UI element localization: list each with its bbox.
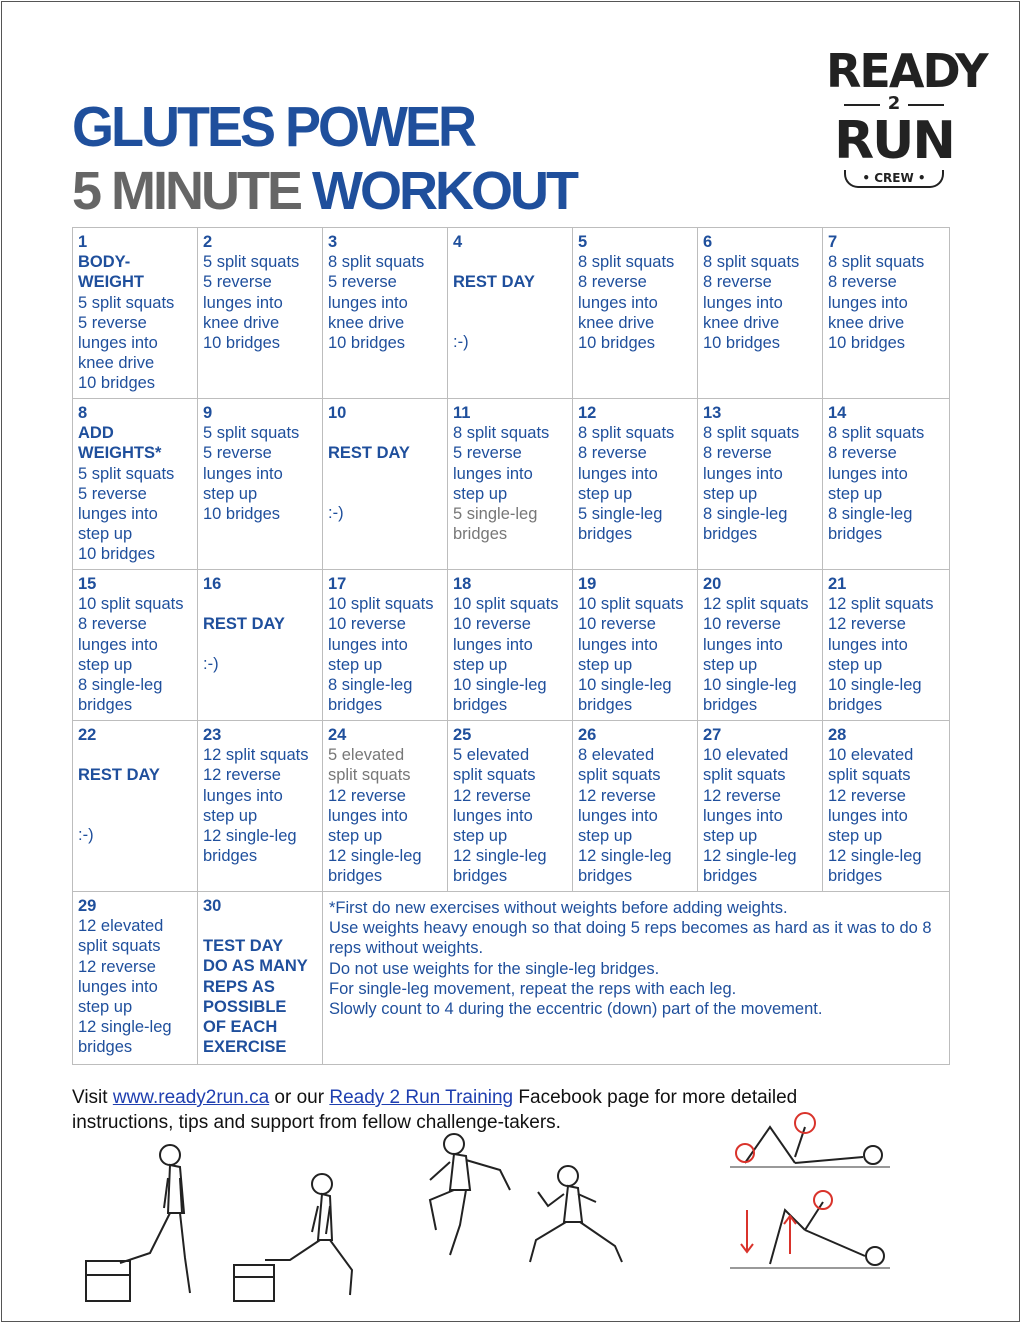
test-day-label: POSSIBLE — [203, 997, 287, 1016]
exercise-line: 12 single-leg — [703, 847, 797, 866]
test-day-label: DO AS MANY — [203, 957, 308, 976]
exercise-line: step up — [578, 655, 633, 674]
visit-prefix: Visit — [72, 1087, 113, 1108]
exercise-line: 8 reverse — [828, 273, 897, 292]
day-number: 7 — [828, 233, 838, 251]
exercise-line: 10 single-leg — [828, 676, 922, 695]
exercise-line: step up — [453, 655, 508, 674]
exercise-line: step up — [328, 827, 383, 846]
day-number: 14 — [828, 404, 847, 422]
day-number: 26 — [578, 726, 597, 744]
day-number: 23 — [203, 726, 222, 744]
split-squat-start-illustration — [80, 1133, 220, 1313]
exercise-line: split squats — [328, 766, 411, 785]
exercise-line: 5 split squats — [203, 253, 300, 272]
day-cell — [823, 399, 950, 570]
reverse-lunge-illustration — [520, 1162, 630, 1272]
day-number: 12 — [578, 404, 597, 422]
exercise-line: 10 single-leg — [453, 676, 547, 695]
exercise-line: lunges into — [578, 464, 658, 483]
exercise-line: 12 single-leg — [578, 847, 672, 866]
notes-cell — [323, 892, 950, 1065]
exercise-line: 5 reverse — [203, 444, 272, 463]
day-cell — [73, 570, 198, 721]
exercise-line: 10 bridges — [703, 334, 781, 353]
exercise-line: 5 single-leg — [453, 505, 538, 524]
exercise-line: 8 split squats — [578, 253, 675, 272]
title-line-2b: WORKOUT — [312, 161, 576, 221]
exercise-line: lunges into — [453, 806, 533, 825]
exercise-line: 5 elevated — [328, 746, 405, 765]
exercise-line: bridges — [78, 1038, 133, 1057]
exercise-line: 10 bridges — [328, 334, 406, 353]
split-squat-low-illustration — [230, 1170, 370, 1315]
exercise-line: step up — [828, 484, 883, 503]
exercise-line: knee drive — [578, 313, 655, 332]
exercise-line: 5 reverse — [453, 444, 522, 463]
day-number: 2 — [203, 233, 213, 251]
exercise-line: 8 split squats — [328, 253, 425, 272]
smiley: :-) — [453, 333, 469, 352]
exercise-line: lunges into — [78, 505, 158, 524]
exercise-line: lunges into — [578, 806, 658, 825]
exercise-line: lunges into — [828, 806, 908, 825]
day-cell — [198, 570, 323, 721]
day-number: 21 — [828, 575, 847, 593]
day-number: 8 — [78, 404, 88, 422]
exercise-line: 10 bridges — [78, 545, 156, 564]
phase-label: WEIGHTS* — [78, 444, 162, 463]
logo-crew: • CREW • — [844, 170, 944, 188]
exercise-line: 10 reverse — [328, 615, 406, 634]
exercise-line: 10 bridges — [203, 505, 281, 524]
day-number: 19 — [578, 575, 597, 593]
note-line: Slowly count to 4 during the eccentric (down) part of the movement. — [329, 1000, 823, 1019]
rest-day-label: REST DAY — [203, 615, 285, 634]
day-cell — [573, 721, 698, 892]
exercise-line: 12 reverse — [203, 766, 281, 785]
exercise-line: 10 elevated — [828, 746, 914, 765]
phase-label: BODY- — [78, 253, 131, 272]
title-line-2a: 5 MINUTE — [72, 161, 301, 221]
day-cell — [448, 570, 573, 721]
exercise-line: 8 single-leg — [328, 676, 413, 695]
exercise-line: step up — [203, 806, 258, 825]
day-number: 20 — [703, 575, 722, 593]
day-cell — [198, 228, 323, 399]
exercise-line: 5 reverse — [203, 273, 272, 292]
smiley: :-) — [203, 655, 219, 674]
day-cell — [323, 570, 448, 721]
smiley: :-) — [78, 826, 94, 845]
day-cell — [323, 399, 448, 570]
exercise-line: 12 single-leg — [828, 847, 922, 866]
exercise-line: split squats — [828, 766, 911, 785]
exercise-line: bridges — [453, 696, 508, 715]
day-number: 1 — [78, 233, 88, 251]
exercise-line: bridges — [328, 867, 383, 886]
exercise-line: 12 single-leg — [328, 847, 422, 866]
exercise-line: 5 reverse — [78, 313, 147, 332]
exercise-line: 12 reverse — [828, 786, 906, 805]
test-day-label: REPS AS — [203, 977, 275, 996]
day-number: 3 — [328, 233, 338, 251]
exercise-line: 5 reverse — [78, 484, 147, 503]
visit-or: or our — [269, 1087, 330, 1108]
exercise-line: step up — [828, 827, 883, 846]
exercise-line: 10 single-leg — [578, 676, 672, 695]
exercise-line: 5 split squats — [78, 464, 175, 483]
day-cell — [448, 721, 573, 892]
day-number: 22 — [78, 726, 97, 744]
exercise-line: 12 elevated — [78, 917, 164, 936]
title-line-2 — [72, 161, 576, 221]
exercise-line: knee drive — [203, 313, 280, 332]
day-cell — [823, 721, 950, 892]
exercise-line: bridges — [453, 867, 508, 886]
bridge-start-illustration — [725, 1105, 895, 1175]
day-cell — [73, 399, 198, 570]
exercise-line: split squats — [703, 766, 786, 785]
exercise-line: 10 split squats — [578, 595, 684, 614]
exercise-line: 5 elevated — [453, 746, 530, 765]
exercise-line: bridges — [328, 696, 383, 715]
exercise-line: 8 single-leg — [78, 676, 163, 695]
exercise-line: lunges into — [78, 334, 158, 353]
exercise-line: 12 single-leg — [78, 1018, 172, 1037]
facebook-link[interactable]: Ready 2 Run Training — [329, 1087, 514, 1108]
ready2run-logo — [826, 44, 987, 208]
exercise-line: split squats — [578, 766, 661, 785]
day-cell — [698, 228, 823, 399]
exercise-line: 12 reverse — [78, 957, 156, 976]
phase-label: ADD — [78, 424, 114, 443]
day-number: 4 — [453, 233, 463, 251]
exercise-line: step up — [203, 484, 258, 503]
exercise-line: lunges into — [828, 464, 908, 483]
exercise-line: bridges — [828, 867, 883, 886]
exercise-line: 5 reverse — [328, 273, 397, 292]
exercise-line: split squats — [78, 937, 161, 956]
test-day-label: TEST DAY — [203, 937, 284, 956]
day-number: 29 — [78, 897, 97, 915]
exercise-line: lunges into — [203, 293, 283, 312]
exercise-line: 10 single-leg — [703, 676, 797, 695]
exercise-line: 8 reverse — [578, 273, 647, 292]
exercise-line: step up — [328, 655, 383, 674]
exercise-line: bridges — [453, 525, 508, 544]
exercise-line: 10 split squats — [328, 595, 434, 614]
exercise-line: lunges into — [578, 293, 658, 312]
day-cell — [573, 399, 698, 570]
day-cell — [448, 399, 573, 570]
exercise-line: bridges — [78, 696, 133, 715]
exercise-line: 8 split squats — [703, 253, 800, 272]
exercise-line: 12 split squats — [828, 595, 934, 614]
exercise-line: 10 reverse — [453, 615, 531, 634]
exercise-line: bridges — [578, 867, 633, 886]
exercise-line: step up — [578, 484, 633, 503]
exercise-line: 8 reverse — [828, 444, 897, 463]
exercise-line: 10 bridges — [203, 334, 281, 353]
exercise-line: lunges into — [328, 293, 408, 312]
knee-drive-illustration — [410, 1130, 520, 1260]
note-line: For single-leg movement, repeat the reps with each leg. — [329, 979, 737, 998]
exercise-line: 10 bridges — [578, 334, 656, 353]
exercise-line: bridges — [828, 525, 883, 544]
day-cell — [323, 721, 448, 892]
day-cell — [323, 228, 448, 399]
day-number: 11 — [453, 404, 471, 422]
day-number: 13 — [703, 404, 722, 422]
day-cell — [73, 228, 198, 399]
exercise-line: 8 split squats — [828, 253, 925, 272]
day-number: 10 — [328, 404, 347, 422]
exercise-line: 12 reverse — [453, 786, 531, 805]
day-number: 5 — [578, 233, 588, 251]
day-cell — [73, 892, 198, 1065]
day-number: 28 — [828, 726, 847, 744]
title-line-1: GLUTES POWER — [72, 95, 475, 159]
exercise-line: split squats — [453, 766, 536, 785]
exercise-line: 12 single-leg — [203, 827, 297, 846]
day-cell — [573, 570, 698, 721]
note-line: Do not use weights for the single-leg bridges. — [329, 959, 660, 978]
test-day-label: EXERCISE — [203, 1038, 287, 1057]
phase-label: WEIGHT — [78, 273, 144, 292]
exercise-line: step up — [828, 655, 883, 674]
test-day-label: OF EACH — [203, 1018, 278, 1037]
exercise-line: lunges into — [828, 635, 908, 654]
day-number: 15 — [78, 575, 97, 593]
exercise-line: lunges into — [78, 977, 158, 996]
exercise-line: lunges into — [453, 464, 533, 483]
exercise-line: step up — [453, 484, 508, 503]
exercise-line: 8 single-leg — [828, 505, 913, 524]
exercise-line: lunges into — [328, 635, 408, 654]
exercise-line: 8 split squats — [828, 424, 925, 443]
exercise-line: step up — [453, 827, 508, 846]
day-number: 25 — [453, 726, 472, 744]
rest-day-label: REST DAY — [78, 766, 160, 785]
exercise-line: knee drive — [828, 313, 905, 332]
day-cell — [198, 892, 323, 1065]
exercise-line: step up — [78, 998, 133, 1017]
logo-run: RUN — [834, 111, 954, 171]
day-cell — [698, 399, 823, 570]
day-number: 24 — [328, 726, 347, 744]
day-number: 16 — [203, 575, 222, 593]
note-line: *First do new exercises without weights before adding weights. — [329, 899, 788, 917]
logo-ready: READY — [826, 44, 987, 98]
exercise-line: bridges — [703, 525, 758, 544]
exercise-line: 10 reverse — [578, 615, 656, 634]
exercise-line: 12 split squats — [203, 746, 309, 765]
exercise-line: bridges — [203, 847, 258, 866]
exercise-line: 12 reverse — [328, 786, 406, 805]
exercise-line: 12 reverse — [828, 615, 906, 634]
exercise-line: 8 reverse — [703, 444, 772, 463]
exercise-line: 8 elevated — [578, 746, 655, 765]
exercise-line: 10 split squats — [453, 595, 559, 614]
exercise-line: lunges into — [203, 786, 283, 805]
exercise-line: lunges into — [703, 635, 783, 654]
exercise-line: 8 split squats — [453, 424, 550, 443]
exercise-line: bridges — [578, 525, 633, 544]
exercise-line: 10 split squats — [78, 595, 184, 614]
day-number: 27 — [703, 726, 722, 744]
exercise-line: lunges into — [703, 293, 783, 312]
exercise-line: 10 bridges — [78, 374, 156, 393]
exercise-line: lunges into — [703, 464, 783, 483]
exercise-line: 8 single-leg — [703, 505, 788, 524]
day-number: 9 — [203, 404, 213, 422]
exercise-line: bridges — [578, 696, 633, 715]
page-title — [72, 95, 576, 221]
exercise-line: step up — [578, 827, 633, 846]
exercise-line: step up — [703, 484, 758, 503]
exercise-line: 10 bridges — [828, 334, 906, 353]
exercise-line: bridges — [828, 696, 883, 715]
visit-suffix: Facebook page for more detailed instructions, tips and support from fellow challenge-takers. — [72, 1087, 798, 1133]
day-cell — [698, 721, 823, 892]
exercise-line: bridges — [703, 867, 758, 886]
exercise-line: 12 reverse — [578, 786, 656, 805]
exercise-line: step up — [78, 655, 133, 674]
day-number: 6 — [703, 233, 713, 251]
exercise-line: 8 split squats — [703, 424, 800, 443]
exercise-line: 5 split squats — [203, 424, 300, 443]
day-cell — [573, 228, 698, 399]
day-number: 18 — [453, 575, 472, 593]
exercise-line: step up — [703, 827, 758, 846]
exercise-line: 8 reverse — [578, 444, 647, 463]
exercise-line: step up — [78, 525, 133, 544]
exercise-line: 8 reverse — [703, 273, 772, 292]
exercise-line: lunges into — [453, 635, 533, 654]
day-cell — [698, 570, 823, 721]
logo-two: 2 — [826, 94, 962, 114]
exercise-line: 12 single-leg — [453, 847, 547, 866]
exercise-line: bridges — [703, 696, 758, 715]
day-cell — [198, 399, 323, 570]
exercise-line: knee drive — [703, 313, 780, 332]
calendar-grid — [72, 227, 950, 1065]
exercise-line: lunges into — [203, 464, 283, 483]
exercise-line: 12 reverse — [703, 786, 781, 805]
rest-day-label: REST DAY — [328, 444, 410, 463]
exercise-line: 8 reverse — [78, 615, 147, 634]
exercise-line: lunges into — [78, 635, 158, 654]
exercise-line: 5 split squats — [78, 293, 175, 312]
exercise-line: lunges into — [828, 293, 908, 312]
rest-day-label: REST DAY — [453, 273, 535, 292]
exercise-line: knee drive — [328, 313, 405, 332]
day-cell — [823, 228, 950, 399]
exercise-line: 10 reverse — [703, 615, 781, 634]
exercise-line: 5 single-leg — [578, 505, 663, 524]
note-line: Use weights heavy enough so that doing 5 reps becomes as hard as it was to do 8 reps without weights. — [329, 919, 932, 958]
exercise-line: step up — [703, 655, 758, 674]
exercise-line: lunges into — [578, 635, 658, 654]
exercise-line: knee drive — [78, 354, 155, 373]
day-cell — [448, 228, 573, 399]
smiley: :-) — [328, 504, 344, 523]
exercise-line: lunges into — [703, 806, 783, 825]
day-number: 30 — [203, 897, 222, 915]
exercise-line: 8 split squats — [578, 424, 675, 443]
day-number: 17 — [328, 575, 347, 593]
day-cell — [823, 570, 950, 721]
day-cell — [198, 721, 323, 892]
day-cell — [73, 721, 198, 892]
website-link[interactable]: www.ready2run.ca — [112, 1087, 270, 1108]
exercise-line: 10 elevated — [703, 746, 789, 765]
exercise-line: 12 split squats — [703, 595, 809, 614]
bridge-lift-illustration — [725, 1190, 895, 1275]
exercise-line: lunges into — [328, 806, 408, 825]
